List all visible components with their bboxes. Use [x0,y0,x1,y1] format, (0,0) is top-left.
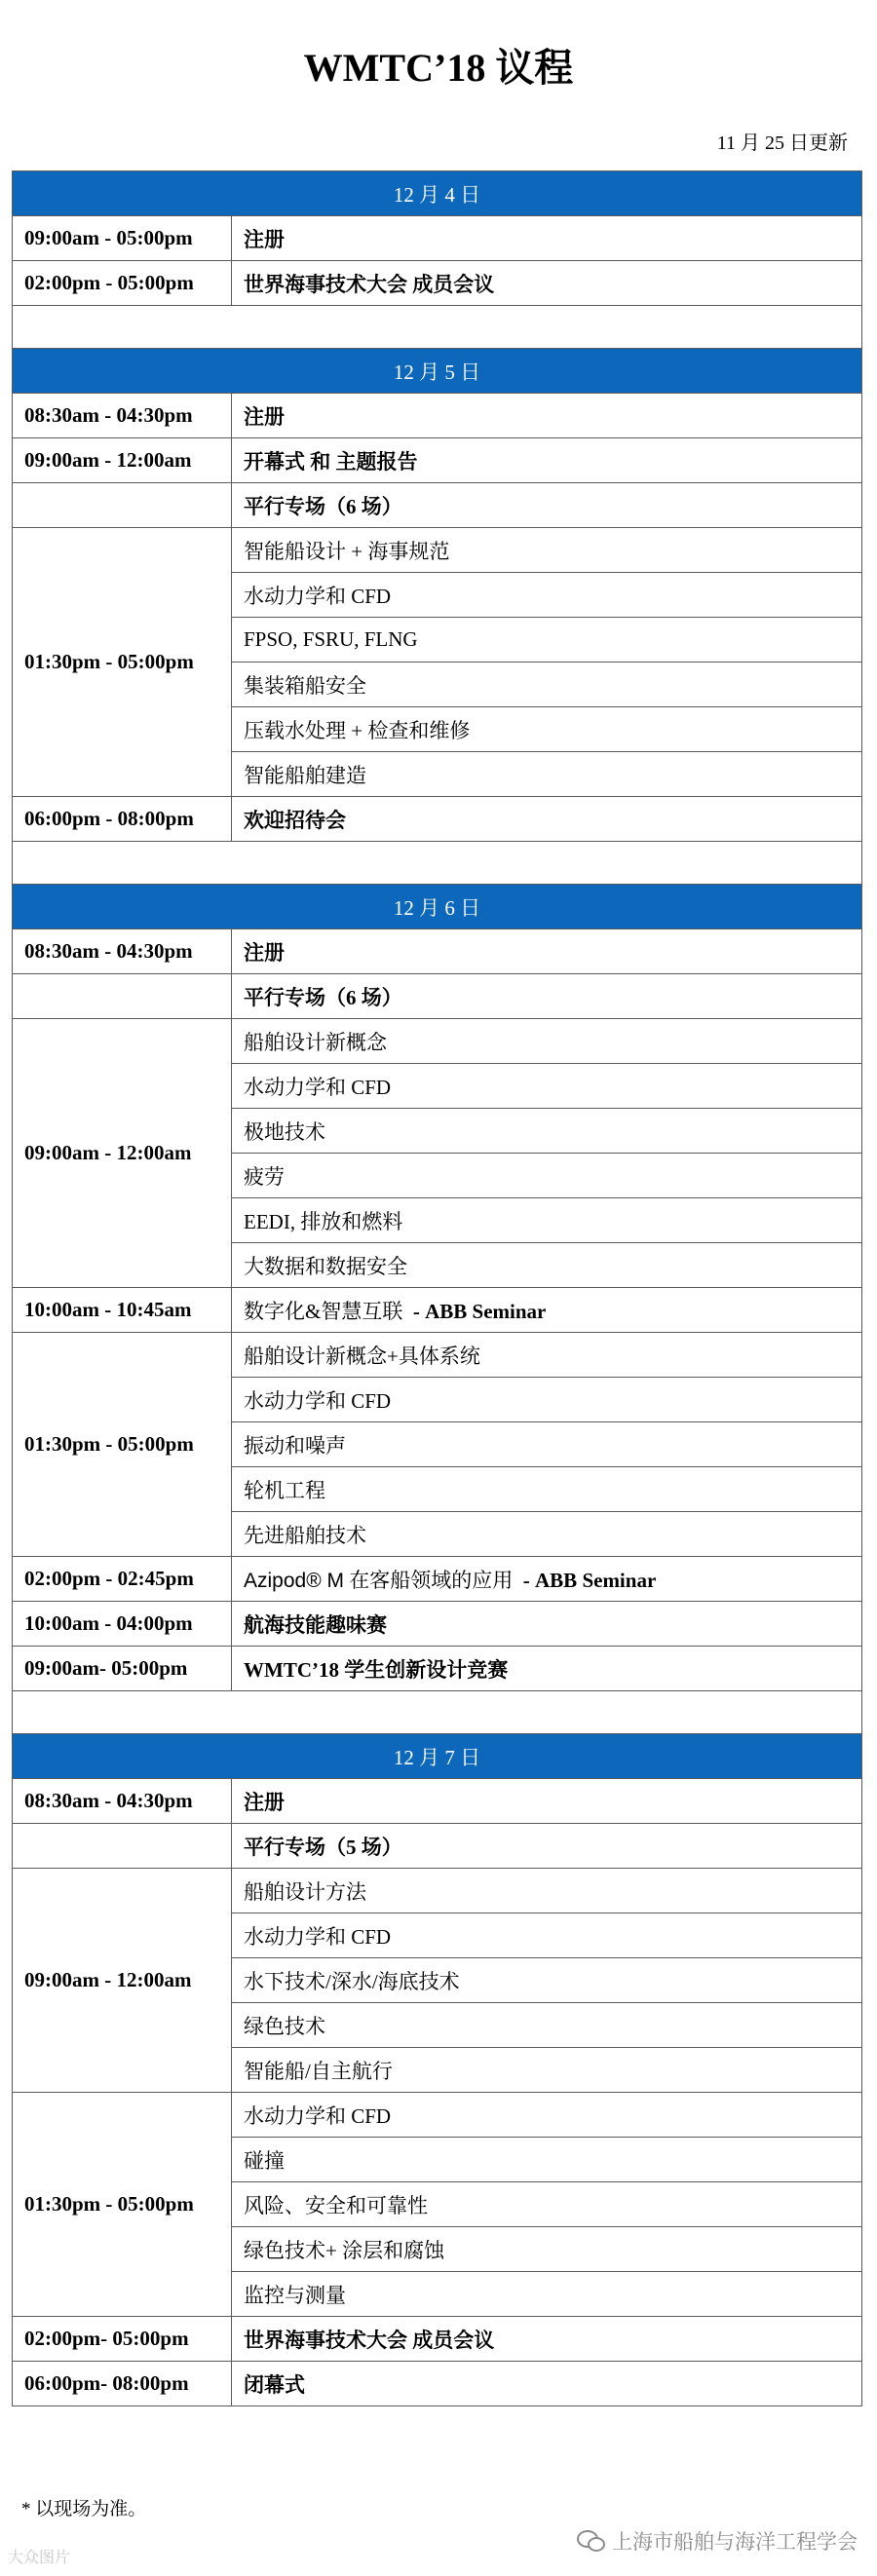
session-time: 08:30am - 04:30pm [13,394,232,438]
session-title-suffix: - ABB Seminar [513,1568,657,1592]
schedule-table [12,170,862,2406]
session-title [232,394,862,438]
session-title [232,1154,862,1198]
session-title [232,1779,862,1824]
session-title [232,573,862,618]
session-title [232,261,862,306]
session-title [232,2182,862,2227]
session-title [232,438,862,483]
session-row [13,2093,862,2138]
session-title [232,216,862,261]
session-title [232,2317,862,2362]
session-title-text: 振动和噪声 [244,1433,346,1458]
session-title-text: 注册 [244,404,285,429]
session-title [232,974,862,1019]
session-title-text: 航海技能趣味赛 [244,1612,387,1637]
session-title-text: 注册 [244,940,285,965]
session-title [232,752,862,797]
session-title [232,1288,862,1333]
session-time: 08:30am - 04:30pm [13,1779,232,1824]
session-title-text: 轮机工程 [244,1478,325,1502]
watermark-right [577,2526,858,2556]
session-title [232,2048,862,2093]
session-title-text: 智能船/自主航行 [244,2059,393,2083]
session-title [232,1064,862,1109]
session-title [232,1602,862,1647]
session-row [13,797,862,842]
day-header: 12 月 4 日 [13,171,862,216]
updated-date: 11 月 25 日更新 [716,133,848,154]
session-time: 01:30pm - 05:00pm [13,528,232,797]
session-time: 02:00pm- 05:00pm [13,2317,232,2362]
session-row [13,1019,862,1064]
session-title-text: 船舶设计方法 [244,1879,366,1904]
session-title [232,1869,862,1913]
session-time: 01:30pm - 05:00pm [13,2093,232,2317]
session-title [232,1958,862,2003]
session-title-text: 水下技术/深水/海底技术 [244,1969,460,1993]
session-title-text: 压载水处理 + 检查和维修 [244,718,471,742]
session-row [13,483,862,528]
session-time: 09:00am - 12:00am [13,1869,232,2093]
session-title [232,2093,862,2138]
spacer-cell [13,1691,862,1734]
session-time: 02:00pm - 02:45pm [13,1557,232,1602]
session-time: 02:00pm - 05:00pm [13,261,232,306]
session-title-text: 监控与测量 [244,2283,346,2307]
spacer-row [13,842,862,885]
session-title [232,1557,862,1602]
session-title [232,2227,862,2272]
session-title [232,1019,862,1064]
session-time: 10:00am - 04:00pm [13,1602,232,1647]
session-title [232,1333,862,1378]
session-title-text: 水动力学和 CFD [244,1924,392,1949]
session-title-text: 疲劳 [244,1164,285,1189]
session-title [232,2362,862,2406]
session-title [232,1243,862,1288]
session-title-text: 极地技术 [244,1119,325,1144]
session-title-text: WMTC’18 学生创新设计竞赛 [244,1657,509,1682]
session-row [13,1333,862,1378]
session-title-text: 闭幕式 [244,2372,305,2397]
spacer-cell [13,306,862,349]
session-title-prefix: Azipod® M [244,1569,345,1592]
session-title-text: 智能船设计 + 海事规范 [244,539,450,563]
session-title-text: 平行专场（6 场） [244,494,402,518]
session-title-text: 绿色技术+ 涂层和腐蚀 [244,2238,445,2262]
spacer-row [13,306,862,349]
session-title-text: 世界海事技术大会 成员会议 [244,272,495,296]
session-title-text: 注册 [244,1790,285,1814]
session-title-text: 绿色技术 [244,2014,325,2038]
day-header-row [13,885,862,929]
session-title [232,2272,862,2317]
session-time: 09:00am - 12:00am [13,1019,232,1288]
session-title [232,1109,862,1154]
session-title [232,797,862,842]
day-header-row [13,349,862,394]
session-title [232,483,862,528]
session-row [13,528,862,573]
session-title [232,618,862,663]
day-header-row [13,1734,862,1779]
session-row [13,1647,862,1691]
session-time [13,1824,232,1869]
session-title-text: 风险、安全和可靠性 [244,2193,428,2217]
session-time: 06:00pm- 08:00pm [13,2362,232,2406]
session-time: 09:00am- 05:00pm [13,1647,232,1691]
wechat-icon [577,2530,604,2552]
session-title-text: 船舶设计新概念 [244,1030,387,1054]
footnote: * 以现场为准。 [21,2499,147,2519]
session-time [13,974,232,1019]
session-title-text: 数字化&智慧互联 [244,1299,403,1323]
day-header: 12 月 7 日 [13,1734,862,1779]
session-row [13,2362,862,2406]
session-title [232,1467,862,1512]
session-title-text: 注册 [244,227,285,251]
session-row [13,394,862,438]
session-row [13,261,862,306]
session-title-text: 平行专场（5 场） [244,1835,402,1859]
session-title [232,2138,862,2182]
session-title-text: 平行专场（6 场） [244,985,402,1009]
session-row [13,2317,862,2362]
session-row [13,974,862,1019]
session-title-text: 水动力学和 CFD [244,1388,392,1413]
session-time: 08:30am - 04:30pm [13,929,232,974]
session-title [232,1647,862,1691]
session-row [13,1557,862,1602]
session-row [13,1288,862,1333]
watermark-left: 大众图片 [8,2550,71,2566]
session-time: 09:00am - 12:00am [13,438,232,483]
session-title [232,2003,862,2048]
session-title [232,663,862,707]
session-time: 10:00am - 10:45am [13,1288,232,1333]
session-title-text: 欢迎招待会 [244,808,346,832]
session-time [13,483,232,528]
session-time: 06:00pm - 08:00pm [13,797,232,842]
session-title [232,1913,862,1958]
session-row [13,1779,862,1824]
session-row [13,929,862,974]
watermark-right-label: 上海市船舶与海洋工程学会 [612,2531,858,2554]
session-title-text: 水动力学和 CFD [244,584,392,608]
session-title-text: 世界海事技术大会 成员会议 [244,2328,495,2352]
session-title [232,929,862,974]
session-time: 01:30pm - 05:00pm [13,1333,232,1557]
session-title-suffix: - ABB Seminar [402,1299,547,1323]
session-title [232,528,862,573]
page-title: WMTC’18 议程 [303,46,574,90]
spacer-row [13,1691,862,1734]
session-title-text: EEDI, 排放和燃料 [244,1209,403,1233]
day-header: 12 月 5 日 [13,349,862,394]
day-header-row [13,171,862,216]
session-title-text: 船舶设计新概念+具体系统 [244,1344,480,1368]
session-title [232,1422,862,1467]
session-title [232,1824,862,1869]
session-title [232,707,862,752]
session-title-text: 大数据和数据安全 [244,1254,407,1278]
session-row [13,438,862,483]
session-title-text: 水动力学和 CFD [244,1075,392,1099]
session-row [13,1824,862,1869]
day-header: 12 月 6 日 [13,885,862,929]
session-row [13,216,862,261]
session-time: 09:00am - 05:00pm [13,216,232,261]
session-title-text: 水动力学和 CFD [244,2103,392,2128]
session-title [232,1378,862,1422]
session-title-text: 集装箱船安全 [244,673,366,698]
session-title-text: 碰撞 [244,2148,285,2173]
session-title-text: FPSO, FSRU, FLNG [244,627,418,651]
spacer-cell [13,842,862,885]
session-title-text: 开幕式 和 主题报告 [244,449,418,474]
session-row [13,1869,862,1913]
session-title [232,1512,862,1557]
session-row [13,1602,862,1647]
session-title-text: 先进船舶技术 [244,1523,366,1547]
session-title [232,1198,862,1243]
session-title-text: 智能船舶建造 [244,763,366,787]
session-title-text: 在客船领域的应用 [344,1568,514,1592]
